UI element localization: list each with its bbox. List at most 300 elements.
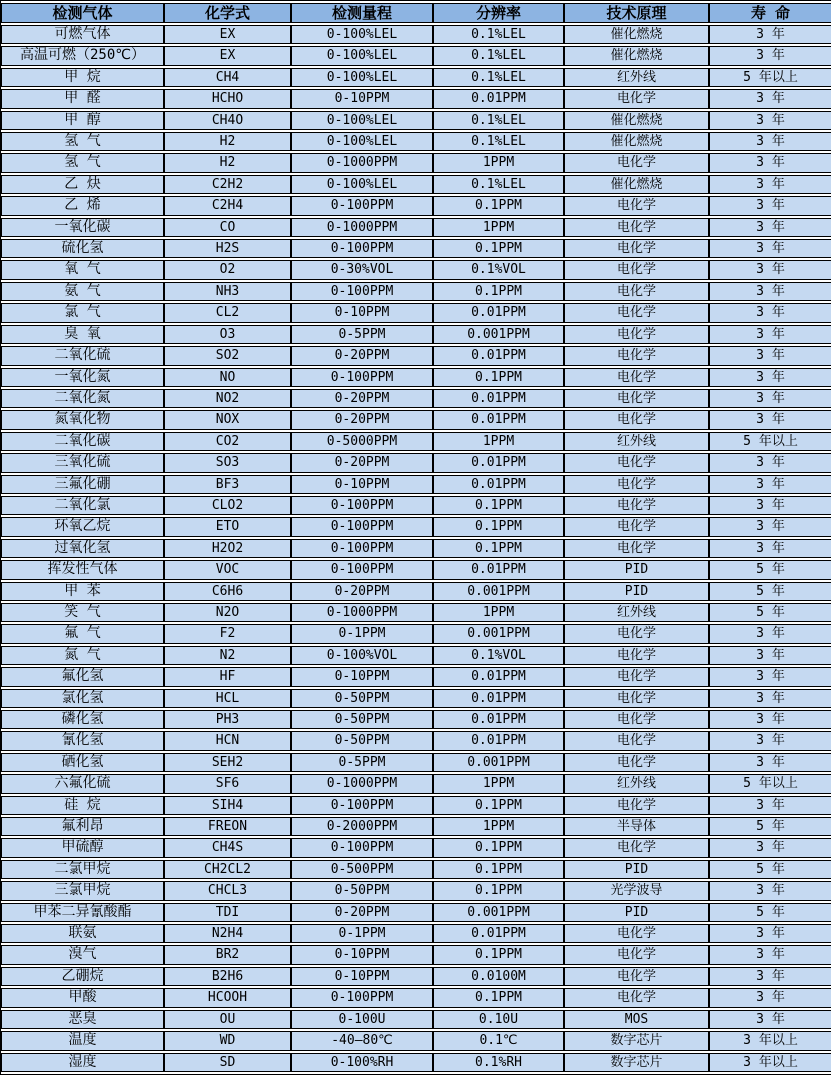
cell-gas: 六氟化硫 (1, 774, 164, 793)
cell-principle: 电化学 (564, 453, 709, 472)
cell-range: 0-100%LEL (291, 68, 433, 87)
cell-resolution: 0.001PPM (433, 325, 564, 344)
cell-lifespan: 3 年 (709, 132, 831, 151)
cell-resolution: 1PPM (433, 603, 564, 622)
cell-lifespan: 3 年 (709, 303, 831, 322)
cell-principle: 电化学 (564, 539, 709, 558)
cell-formula: TDI (164, 903, 291, 922)
cell-formula: HCL (164, 689, 291, 708)
cell-range: 0-1000PPM (291, 153, 433, 172)
cell-resolution: 0.01PPM (433, 689, 564, 708)
cell-resolution: 0.1PPM (433, 282, 564, 301)
cell-lifespan: 5 年 (709, 860, 831, 879)
cell-range: 0-2000PPM (291, 817, 433, 836)
cell-lifespan: 5 年 (709, 603, 831, 622)
cell-formula: NOX (164, 410, 291, 429)
table-row (1, 218, 831, 237)
cell-lifespan: 5 年 (709, 903, 831, 922)
cell-principle: 电化学 (564, 753, 709, 772)
cell-principle: PID (564, 903, 709, 922)
cell-principle: 红外线 (564, 774, 709, 793)
cell-principle: 电化学 (564, 153, 709, 172)
cell-lifespan: 3 年 (709, 796, 831, 815)
cell-resolution: 0.1PPM (433, 539, 564, 558)
header-cell-principle: 技术原理 (564, 3, 709, 23)
cell-resolution: 1PPM (433, 432, 564, 451)
cell-lifespan: 3 年 (709, 881, 831, 900)
cell-resolution: 0.01PPM (433, 89, 564, 108)
table-row (1, 1010, 831, 1029)
cell-formula: OU (164, 1010, 291, 1029)
cell-formula: BR2 (164, 945, 291, 964)
cell-lifespan: 3 年 (709, 667, 831, 686)
cell-resolution: 1PPM (433, 153, 564, 172)
cell-gas: 乙 炔 (1, 175, 164, 194)
cell-range: 0-10PPM (291, 89, 433, 108)
cell-principle: 电化学 (564, 325, 709, 344)
cell-resolution: 0.1%RH (433, 1053, 564, 1072)
cell-formula: HCOOH (164, 988, 291, 1007)
cell-principle: 电化学 (564, 282, 709, 301)
cell-range: 0-1000PPM (291, 774, 433, 793)
table-row (1, 710, 831, 729)
cell-range: 0-30%VOL (291, 260, 433, 279)
cell-gas: 二氯甲烷 (1, 860, 164, 879)
table-row (1, 689, 831, 708)
table-row (1, 25, 831, 44)
cell-principle: 电化学 (564, 346, 709, 365)
cell-principle: 电化学 (564, 624, 709, 643)
cell-lifespan: 3 年 (709, 46, 831, 65)
cell-resolution: 0.01PPM (433, 667, 564, 686)
cell-lifespan: 3 年以上 (709, 1031, 831, 1050)
cell-resolution: 0.01PPM (433, 346, 564, 365)
cell-formula: WD (164, 1031, 291, 1050)
cell-principle: 电化学 (564, 196, 709, 215)
cell-range: 0-100PPM (291, 496, 433, 515)
cell-gas: 环氧乙烷 (1, 517, 164, 536)
cell-resolution: 0.1PPM (433, 945, 564, 964)
cell-principle: 电化学 (564, 389, 709, 408)
cell-formula: HCN (164, 731, 291, 750)
cell-principle: 催化燃烧 (564, 132, 709, 151)
header-cell-range: 检测量程 (291, 3, 433, 23)
cell-lifespan: 3 年 (709, 218, 831, 237)
table-row (1, 89, 831, 108)
cell-lifespan: 3 年 (709, 410, 831, 429)
cell-resolution: 1PPM (433, 218, 564, 237)
cell-gas: 硅 烷 (1, 796, 164, 815)
table-row (1, 517, 831, 536)
table-row (1, 646, 831, 665)
table-row (1, 603, 831, 622)
cell-gas: 乙 烯 (1, 196, 164, 215)
cell-lifespan: 3 年 (709, 753, 831, 772)
cell-principle: 电化学 (564, 239, 709, 258)
cell-resolution: 0.1PPM (433, 239, 564, 258)
cell-formula: C2H2 (164, 175, 291, 194)
cell-formula: CH4O (164, 111, 291, 130)
cell-formula: EX (164, 46, 291, 65)
cell-formula: NH3 (164, 282, 291, 301)
cell-formula: SF6 (164, 774, 291, 793)
cell-lifespan: 3 年 (709, 282, 831, 301)
cell-principle: 催化燃烧 (564, 175, 709, 194)
cell-formula: NO (164, 368, 291, 387)
cell-resolution: 0.0100M (433, 967, 564, 986)
cell-principle: 红外线 (564, 603, 709, 622)
cell-lifespan: 3 年 (709, 368, 831, 387)
table-row (1, 346, 831, 365)
table-row (1, 260, 831, 279)
cell-lifespan: 3 年 (709, 624, 831, 643)
cell-resolution: 0.1%VOL (433, 260, 564, 279)
cell-formula: H2 (164, 153, 291, 172)
table-row (1, 239, 831, 258)
cell-lifespan: 3 年 (709, 710, 831, 729)
table-row (1, 432, 831, 451)
cell-gas: 三氧化硫 (1, 453, 164, 472)
table-row (1, 582, 831, 601)
cell-formula: CH4 (164, 68, 291, 87)
cell-gas: 甲 醛 (1, 89, 164, 108)
table-row (1, 368, 831, 387)
table-row (1, 453, 831, 472)
cell-lifespan: 3 年 (709, 111, 831, 130)
cell-principle: 半导体 (564, 817, 709, 836)
cell-resolution: 0.001PPM (433, 903, 564, 922)
cell-formula: SO3 (164, 453, 291, 472)
cell-range: 0-100PPM (291, 796, 433, 815)
cell-range: 0-10PPM (291, 945, 433, 964)
cell-gas: 氯化氢 (1, 689, 164, 708)
cell-principle: 电化学 (564, 924, 709, 943)
cell-range: 0-1000PPM (291, 218, 433, 237)
cell-gas: 二氧化氮 (1, 389, 164, 408)
cell-principle: 数字芯片 (564, 1053, 709, 1072)
cell-lifespan: 3 年 (709, 838, 831, 857)
cell-formula: VOC (164, 560, 291, 579)
cell-range: 0-100U (291, 1010, 433, 1029)
cell-lifespan: 3 年 (709, 453, 831, 472)
table-row (1, 817, 831, 836)
cell-formula: N2H4 (164, 924, 291, 943)
cell-resolution: 0.1%LEL (433, 111, 564, 130)
cell-formula: N2O (164, 603, 291, 622)
cell-range: 0-100PPM (291, 988, 433, 1007)
cell-range: 0-5PPM (291, 325, 433, 344)
cell-principle: PID (564, 582, 709, 601)
cell-principle: 电化学 (564, 260, 709, 279)
cell-range: 0-20PPM (291, 389, 433, 408)
cell-lifespan: 5 年以上 (709, 774, 831, 793)
cell-gas: 三氟化硼 (1, 475, 164, 494)
cell-resolution: 0.01PPM (433, 389, 564, 408)
cell-resolution: 0.1PPM (433, 988, 564, 1007)
cell-formula: H2O2 (164, 539, 291, 558)
cell-range: 0-5000PPM (291, 432, 433, 451)
cell-lifespan: 5 年 (709, 582, 831, 601)
cell-principle: 电化学 (564, 988, 709, 1007)
cell-resolution: 0.001PPM (433, 753, 564, 772)
cell-lifespan: 3 年 (709, 325, 831, 344)
cell-resolution: 0.01PPM (433, 453, 564, 472)
cell-principle: 电化学 (564, 710, 709, 729)
cell-range: 0-100PPM (291, 838, 433, 857)
cell-range: 0-5PPM (291, 753, 433, 772)
cell-resolution: 0.01PPM (433, 410, 564, 429)
cell-resolution: 0.001PPM (433, 624, 564, 643)
cell-resolution: 0.1%VOL (433, 646, 564, 665)
cell-resolution: 0.001PPM (433, 582, 564, 601)
cell-lifespan: 3 年 (709, 153, 831, 172)
cell-formula: SO2 (164, 346, 291, 365)
table-row (1, 389, 831, 408)
cell-formula: CO (164, 218, 291, 237)
cell-formula: N2 (164, 646, 291, 665)
cell-range: 0-100PPM (291, 196, 433, 215)
table-row (1, 196, 831, 215)
cell-formula: EX (164, 25, 291, 44)
table-row (1, 539, 831, 558)
cell-gas: 磷化氢 (1, 710, 164, 729)
table-row (1, 624, 831, 643)
cell-resolution: 0.1PPM (433, 517, 564, 536)
cell-lifespan: 3 年 (709, 945, 831, 964)
cell-gas: 氧 气 (1, 260, 164, 279)
cell-lifespan: 3 年以上 (709, 1053, 831, 1072)
cell-range: 0-20PPM (291, 453, 433, 472)
cell-gas: 甲酸 (1, 988, 164, 1007)
cell-resolution: 0.1%LEL (433, 46, 564, 65)
cell-lifespan: 3 年 (709, 731, 831, 750)
cell-lifespan: 3 年 (709, 967, 831, 986)
cell-gas: 过氧化氢 (1, 539, 164, 558)
cell-principle: 电化学 (564, 967, 709, 986)
cell-lifespan: 3 年 (709, 517, 831, 536)
cell-lifespan: 3 年 (709, 1010, 831, 1029)
cell-gas: 可燃气体 (1, 25, 164, 44)
cell-range: 0-100PPM (291, 239, 433, 258)
cell-principle: 电化学 (564, 89, 709, 108)
cell-resolution: 0.1%LEL (433, 132, 564, 151)
cell-range: 0-100PPM (291, 282, 433, 301)
cell-principle: 光学波导 (564, 881, 709, 900)
table-row (1, 988, 831, 1007)
cell-gas: 氮 气 (1, 646, 164, 665)
cell-lifespan: 3 年 (709, 239, 831, 258)
table-row (1, 881, 831, 900)
cell-gas: 甲硫醇 (1, 838, 164, 857)
cell-principle: 电化学 (564, 646, 709, 665)
cell-range: 0-100%LEL (291, 111, 433, 130)
table-row (1, 774, 831, 793)
cell-principle: 催化燃烧 (564, 111, 709, 130)
cell-formula: O2 (164, 260, 291, 279)
cell-resolution: 0.1%LEL (433, 175, 564, 194)
cell-resolution: 0.01PPM (433, 303, 564, 322)
table-row (1, 667, 831, 686)
cell-resolution: 1PPM (433, 774, 564, 793)
cell-range: 0-10PPM (291, 475, 433, 494)
cell-range: -40—80℃ (291, 1031, 433, 1050)
cell-principle: 数字芯片 (564, 1031, 709, 1050)
cell-range: 0-100%LEL (291, 25, 433, 44)
table-row (1, 496, 831, 515)
table-row (1, 325, 831, 344)
cell-resolution: 0.1%LEL (433, 68, 564, 87)
table-row (1, 903, 831, 922)
cell-range: 0-100%VOL (291, 646, 433, 665)
cell-formula: H2S (164, 239, 291, 258)
cell-range: 0-20PPM (291, 582, 433, 601)
cell-gas: 硫化氢 (1, 239, 164, 258)
cell-principle: 电化学 (564, 496, 709, 515)
cell-range: 0-100%LEL (291, 175, 433, 194)
table-row (1, 1031, 831, 1050)
cell-gas: 二氧化硫 (1, 346, 164, 365)
header-cell-resolution: 分辨率 (433, 3, 564, 23)
table-row (1, 282, 831, 301)
cell-gas: 甲苯二异氰酸酯 (1, 903, 164, 922)
cell-gas: 高温可燃（250℃） (1, 46, 164, 65)
table-row (1, 68, 831, 87)
table-row (1, 1053, 831, 1072)
cell-range: 0-500PPM (291, 860, 433, 879)
cell-lifespan: 3 年 (709, 25, 831, 44)
cell-gas: 氟利昂 (1, 817, 164, 836)
cell-principle: 电化学 (564, 731, 709, 750)
cell-principle: 电化学 (564, 838, 709, 857)
cell-principle: 电化学 (564, 475, 709, 494)
cell-formula: CL2 (164, 303, 291, 322)
cell-principle: 电化学 (564, 517, 709, 536)
cell-lifespan: 3 年 (709, 89, 831, 108)
cell-resolution: 0.1PPM (433, 881, 564, 900)
cell-gas: 二氧化碳 (1, 432, 164, 451)
table-row (1, 132, 831, 151)
cell-lifespan: 3 年 (709, 175, 831, 194)
cell-lifespan: 5 年以上 (709, 68, 831, 87)
cell-range: 0-1000PPM (291, 603, 433, 622)
cell-principle: 电化学 (564, 303, 709, 322)
table-row (1, 560, 831, 579)
cell-lifespan: 3 年 (709, 496, 831, 515)
cell-gas: 联氨 (1, 924, 164, 943)
table-body (1, 25, 831, 1072)
cell-lifespan: 3 年 (709, 988, 831, 1007)
cell-formula: H2 (164, 132, 291, 151)
cell-range: 0-20PPM (291, 346, 433, 365)
table-row (1, 731, 831, 750)
cell-range: 0-100%RH (291, 1053, 433, 1072)
cell-resolution: 0.1%LEL (433, 25, 564, 44)
table-row (1, 967, 831, 986)
cell-gas: 臭 氧 (1, 325, 164, 344)
table-row (1, 753, 831, 772)
cell-formula: CLO2 (164, 496, 291, 515)
cell-principle: 催化燃烧 (564, 46, 709, 65)
table-header (1, 3, 831, 23)
cell-resolution: 0.01PPM (433, 560, 564, 579)
cell-formula: ETO (164, 517, 291, 536)
cell-range: 0-50PPM (291, 731, 433, 750)
header-cell-gas: 检测气体 (1, 3, 164, 23)
cell-formula: C6H6 (164, 582, 291, 601)
cell-lifespan: 5 年以上 (709, 432, 831, 451)
table-row (1, 945, 831, 964)
cell-formula: PH3 (164, 710, 291, 729)
cell-principle: 电化学 (564, 667, 709, 686)
cell-gas: 温度 (1, 1031, 164, 1050)
cell-gas: 挥发性气体 (1, 560, 164, 579)
cell-gas: 硒化氢 (1, 753, 164, 772)
cell-resolution: 0.01PPM (433, 710, 564, 729)
table-row (1, 303, 831, 322)
cell-lifespan: 3 年 (709, 346, 831, 365)
cell-formula: FREON (164, 817, 291, 836)
table-row (1, 860, 831, 879)
cell-resolution: 1PPM (433, 817, 564, 836)
cell-principle: 电化学 (564, 945, 709, 964)
cell-formula: CO2 (164, 432, 291, 451)
cell-formula: CH2CL2 (164, 860, 291, 879)
cell-resolution: 0.1℃ (433, 1031, 564, 1050)
cell-formula: SIH4 (164, 796, 291, 815)
cell-formula: BF3 (164, 475, 291, 494)
cell-range: 0-20PPM (291, 410, 433, 429)
cell-formula: SEH2 (164, 753, 291, 772)
table-row (1, 475, 831, 494)
cell-gas: 氟化氢 (1, 667, 164, 686)
cell-gas: 溴气 (1, 945, 164, 964)
cell-lifespan: 3 年 (709, 689, 831, 708)
cell-gas: 一氧化碳 (1, 218, 164, 237)
cell-formula: SD (164, 1053, 291, 1072)
header-cell-formula: 化学式 (164, 3, 291, 23)
cell-gas: 氰化氢 (1, 731, 164, 750)
cell-range: 0-10PPM (291, 667, 433, 686)
cell-gas: 甲 烷 (1, 68, 164, 87)
cell-gas: 氢 气 (1, 153, 164, 172)
cell-lifespan: 5 年 (709, 560, 831, 579)
cell-resolution: 0.1PPM (433, 196, 564, 215)
table-row (1, 838, 831, 857)
cell-principle: 催化燃烧 (564, 25, 709, 44)
cell-range: 0-100PPM (291, 517, 433, 536)
cell-principle: PID (564, 560, 709, 579)
cell-formula: B2H6 (164, 967, 291, 986)
cell-range: 0-100PPM (291, 368, 433, 387)
cell-gas: 氟 气 (1, 624, 164, 643)
cell-principle: MOS (564, 1010, 709, 1029)
cell-formula: CHCL3 (164, 881, 291, 900)
cell-range: 0-50PPM (291, 710, 433, 729)
table-row (1, 111, 831, 130)
table-row (1, 410, 831, 429)
cell-formula: HCHO (164, 89, 291, 108)
cell-gas: 恶臭 (1, 1010, 164, 1029)
cell-formula: CH4S (164, 838, 291, 857)
cell-resolution: 0.1PPM (433, 860, 564, 879)
cell-lifespan: 3 年 (709, 539, 831, 558)
cell-range: 0-50PPM (291, 689, 433, 708)
cell-lifespan: 3 年 (709, 196, 831, 215)
cell-lifespan: 3 年 (709, 389, 831, 408)
cell-gas: 氮氧化物 (1, 410, 164, 429)
cell-gas: 湿度 (1, 1053, 164, 1072)
cell-range: 0-1PPM (291, 624, 433, 643)
